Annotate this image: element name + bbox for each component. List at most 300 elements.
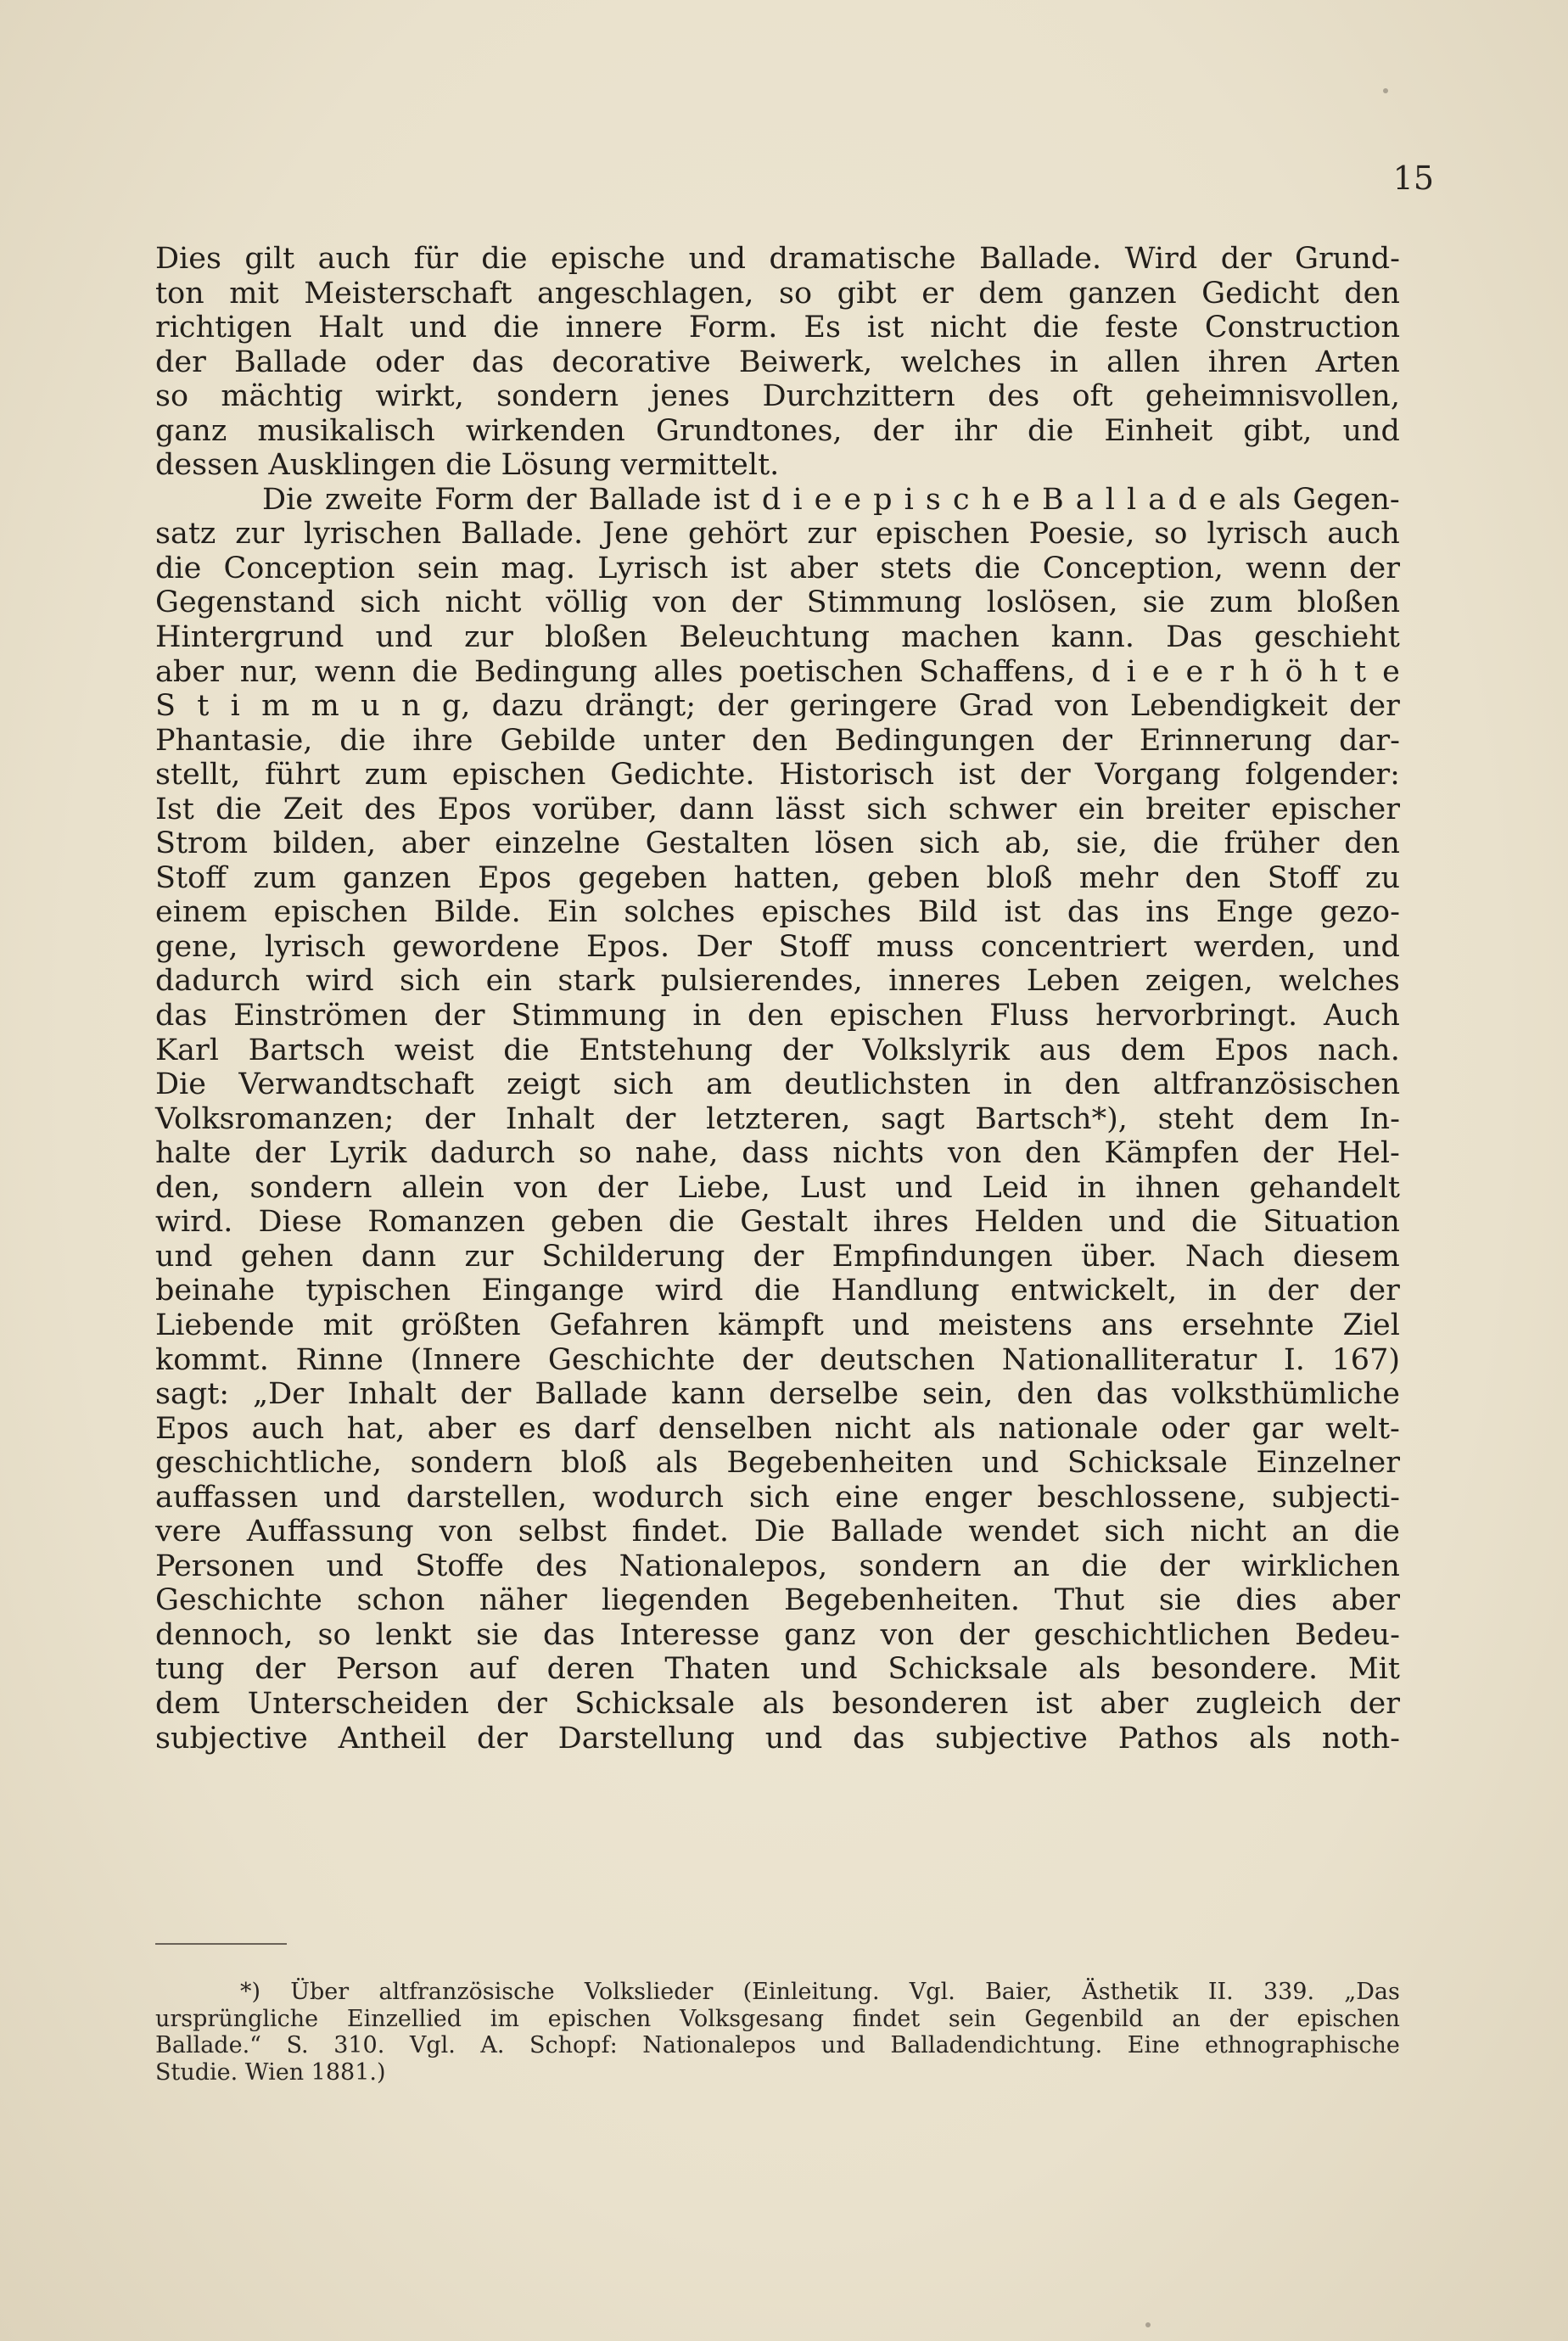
word: l <box>1127 482 1137 517</box>
word: ganzen <box>343 860 451 895</box>
word: Eingange <box>481 1274 624 1308</box>
word: Pathos <box>1117 1721 1219 1756</box>
word: von <box>947 1136 1002 1171</box>
word: Beleuchtung <box>679 620 870 655</box>
word: Leid <box>982 1170 1048 1205</box>
word: geschichtlichen <box>1033 1617 1271 1652</box>
word: führt <box>265 758 340 792</box>
word: die <box>339 723 386 758</box>
word: Bedeu- <box>1294 1617 1400 1652</box>
word: aber <box>1100 1686 1168 1721</box>
word: dar- <box>1339 723 1400 758</box>
word: dem <box>1263 1101 1329 1136</box>
word: so <box>779 276 813 311</box>
text-line <box>155 345 1400 380</box>
word: S. <box>286 2032 309 2058</box>
word: Auffassung <box>246 1515 414 1549</box>
word: wenn <box>1246 551 1327 585</box>
word: nahe, <box>635 1136 719 1171</box>
word: stark <box>557 964 636 999</box>
word: ist <box>1004 895 1041 930</box>
word: concentriert <box>980 929 1168 964</box>
word: aber <box>1331 1583 1400 1618</box>
word: ganzen <box>1068 276 1177 311</box>
word: und <box>1108 1205 1166 1240</box>
word: entwickelt, <box>1010 1274 1178 1308</box>
word: 167) <box>1331 1342 1400 1377</box>
word: e <box>1012 482 1030 517</box>
word: enger <box>924 1480 1012 1515</box>
word: altfranzösische <box>378 1979 555 2005</box>
word: als <box>655 1446 698 1481</box>
word: Handlung <box>831 1274 980 1308</box>
word: drängt; <box>585 689 697 724</box>
word: die <box>1033 311 1079 345</box>
word: nach. <box>1318 1033 1400 1067</box>
word: ihre <box>412 723 473 758</box>
word: hervorbringt. <box>1095 999 1298 1033</box>
word: lyrisch <box>264 929 366 964</box>
word: die <box>481 242 528 276</box>
word: richtigen <box>155 311 292 345</box>
word: Bilde. <box>434 895 521 930</box>
word: der <box>424 1101 475 1136</box>
word: den <box>1184 860 1241 895</box>
word: und <box>764 1721 823 1756</box>
word: den <box>748 999 804 1033</box>
word: Lyrik <box>328 1136 407 1171</box>
word: Auch <box>1324 999 1400 1033</box>
text-line: dessen Ausklingen die Lösung vermittelt. <box>155 448 780 483</box>
word: welches <box>1279 964 1400 999</box>
text-line <box>155 964 1400 999</box>
word: aber <box>155 654 224 689</box>
word: gehandelt <box>1249 1170 1400 1205</box>
word: und <box>323 1480 381 1515</box>
word: Conception, <box>1042 551 1224 585</box>
word: geheimnisvollen, <box>1145 379 1400 414</box>
word: kann. <box>1050 620 1134 655</box>
word: Grund- <box>1294 242 1400 276</box>
word: an <box>1291 1515 1329 1549</box>
word: stets <box>880 551 953 585</box>
paper-speck <box>1145 2322 1151 2327</box>
word: A. <box>480 2032 505 2058</box>
word: der <box>742 1342 793 1377</box>
word: Poesie, <box>1028 517 1135 552</box>
word: hatten, <box>733 860 841 895</box>
word: Grad <box>958 689 1033 724</box>
word: in <box>1003 1067 1033 1102</box>
word: geben <box>550 1205 643 1240</box>
word: Durchzittern <box>762 379 955 414</box>
word: das <box>1096 1377 1149 1412</box>
word: besonderen <box>832 1686 1009 1721</box>
word: ist <box>866 311 904 345</box>
word: der <box>1158 1549 1210 1583</box>
text-line <box>155 311 1400 345</box>
word: der <box>753 1239 804 1274</box>
word: beinahe <box>155 1274 275 1308</box>
word: g, <box>441 689 471 724</box>
word: Bartsch <box>248 1033 366 1067</box>
word: gilt <box>244 242 295 276</box>
word: der <box>1349 1686 1400 1721</box>
word: und <box>895 1170 953 1205</box>
word: Situation <box>1263 1205 1400 1240</box>
word: sein <box>948 2005 996 2032</box>
word: auf <box>468 1652 517 1687</box>
word: der <box>496 1686 547 1721</box>
word: 339. <box>1263 1979 1315 2005</box>
word: muss <box>876 929 955 964</box>
word: es <box>518 1411 552 1446</box>
word: auch <box>317 242 391 276</box>
word: zum <box>364 758 428 792</box>
word: (Einleitung. <box>742 1979 880 2005</box>
word: Gefahren <box>549 1308 690 1342</box>
word: Conception <box>223 551 395 585</box>
word: i <box>230 689 240 724</box>
word: e <box>1208 482 1227 517</box>
word: B <box>1042 482 1064 517</box>
word: sich <box>748 1480 810 1515</box>
word: des <box>364 792 417 826</box>
word: e <box>814 482 832 517</box>
word: Vgl. <box>409 2032 456 2058</box>
word: den <box>1344 276 1400 311</box>
word: meistens <box>938 1308 1073 1342</box>
word: pulsierendes, <box>660 964 863 999</box>
word: sie, <box>1076 826 1128 861</box>
word: sein, <box>921 1377 994 1412</box>
text-line <box>155 483 1400 518</box>
word: p <box>873 482 893 517</box>
word: ihr <box>954 413 997 448</box>
word: geschieht <box>1254 620 1400 655</box>
word: Vorgang <box>1095 758 1221 792</box>
text-line <box>155 552 1400 586</box>
text-line <box>155 1618 1400 1653</box>
word: der <box>1349 1274 1400 1308</box>
text-line <box>155 999 1400 1033</box>
word: von <box>1055 689 1109 724</box>
word: vorüber, <box>532 792 658 826</box>
word: der <box>731 585 782 620</box>
word: Die <box>262 482 313 517</box>
footnote-divider <box>155 1943 287 1945</box>
word: m <box>261 689 290 724</box>
word: Ballade. <box>461 517 584 552</box>
word: Die <box>155 1067 206 1102</box>
word: bloß <box>986 860 1053 895</box>
word: letzteren, <box>706 1101 851 1136</box>
word: Diese <box>258 1205 343 1240</box>
text-line <box>155 1171 1400 1206</box>
word: sich <box>919 826 980 861</box>
word: e <box>843 482 862 517</box>
word: angeschlagen, <box>537 276 754 311</box>
word: Gebilde <box>500 723 616 758</box>
word: der <box>1220 242 1272 276</box>
word: und <box>820 2032 865 2058</box>
word: ursprüngliche <box>155 2005 319 2032</box>
word: zur <box>807 517 857 552</box>
word: von <box>880 1617 934 1652</box>
word: zur <box>464 1239 514 1274</box>
word: ethnographische <box>1205 2032 1400 2058</box>
word: Dies <box>155 242 221 276</box>
word: Baier, <box>984 1979 1053 2005</box>
word: t <box>1354 654 1367 689</box>
word: m <box>311 689 339 724</box>
word: zum <box>253 860 316 895</box>
word: er <box>921 276 954 311</box>
word: der <box>1061 723 1112 758</box>
word: größten <box>400 1308 521 1342</box>
word: und <box>981 1446 1039 1481</box>
word: alles <box>653 654 724 689</box>
word: Wird <box>1124 242 1198 276</box>
word: Unterscheiden <box>247 1686 469 1721</box>
text-line <box>155 792 1400 827</box>
word: das <box>853 1721 905 1756</box>
word: beschlossene, <box>1037 1480 1246 1515</box>
word: u <box>361 689 380 724</box>
word: und <box>409 311 468 345</box>
word: diesem <box>1292 1239 1400 1274</box>
word: Stoff <box>1267 860 1339 895</box>
text-line <box>155 620 1400 655</box>
word: findet. <box>631 1515 729 1549</box>
word: ton <box>155 276 204 311</box>
word: der <box>1229 2005 1268 2032</box>
word: n <box>401 689 421 724</box>
word: Ballade <box>234 344 347 379</box>
word: der <box>781 1033 833 1067</box>
word: Nationalepos <box>642 2032 797 2058</box>
word: Ziel <box>1342 1308 1400 1342</box>
word: Schicksale <box>888 1652 1049 1687</box>
word: als <box>1078 1652 1122 1687</box>
word: Arten <box>1315 344 1400 379</box>
word: ihren <box>1207 344 1288 379</box>
word: Es <box>804 311 841 345</box>
word: dennoch, <box>155 1617 294 1652</box>
text-line <box>155 895 1400 930</box>
word: die <box>155 551 202 585</box>
word: Epos <box>1214 1033 1289 1067</box>
word: Einströmen <box>233 999 408 1033</box>
word: und <box>375 620 434 655</box>
word: Lebendigkeit <box>1129 689 1328 724</box>
word: subjecti- <box>1271 1480 1400 1515</box>
word: satz <box>155 517 216 552</box>
word: Lyrisch <box>597 551 708 585</box>
word: des <box>535 1549 588 1583</box>
word: sich <box>613 1067 674 1102</box>
word: ihres <box>873 1205 949 1240</box>
word: Ballade <box>830 1515 944 1549</box>
word: epische <box>551 242 666 276</box>
word: Construction <box>1204 311 1400 345</box>
word: Halt <box>318 311 384 345</box>
word: der <box>525 482 577 517</box>
word: Ästhetik <box>1082 1979 1179 2005</box>
word: gehen <box>240 1239 333 1274</box>
word: i <box>1126 654 1136 689</box>
word: sie <box>1142 585 1185 620</box>
word: Interesse <box>619 1617 760 1652</box>
word: Zeit <box>283 792 343 826</box>
word: nicht <box>1190 1515 1267 1549</box>
word: gegeben <box>578 860 708 895</box>
word: welches <box>900 344 1022 379</box>
word: und <box>852 1308 910 1342</box>
word: in <box>1077 1170 1106 1205</box>
text-line <box>155 1377 1400 1412</box>
word: den <box>1064 1067 1121 1102</box>
word: der <box>476 1721 528 1756</box>
word: Gestalten <box>645 826 790 861</box>
word: Thut <box>1054 1583 1125 1618</box>
word: noth- <box>1321 1721 1400 1756</box>
word: c <box>952 482 970 517</box>
word: musikalisch <box>257 413 435 448</box>
word: Volkslyrik <box>862 1033 1010 1067</box>
word: findet <box>852 2005 921 2032</box>
word: die <box>753 1274 801 1308</box>
word: wendet <box>968 1515 1079 1549</box>
word: Empfindungen <box>832 1239 1053 1274</box>
word: nationale <box>998 1411 1139 1446</box>
word: Lust <box>799 1170 866 1205</box>
word: deren <box>546 1652 635 1687</box>
word: Volksgesang <box>679 2005 824 2032</box>
word: in <box>1207 1274 1237 1308</box>
word: dem <box>978 276 1044 311</box>
word: der <box>596 1170 648 1205</box>
word: Schopf: <box>529 2032 618 2058</box>
word: subjective <box>155 1721 308 1756</box>
word: Stoff <box>778 929 850 964</box>
word: nicht <box>930 311 1007 345</box>
word: decorative <box>552 344 711 379</box>
word: gibt <box>837 276 897 311</box>
word: e <box>1151 654 1170 689</box>
word: sondern <box>859 1549 982 1583</box>
word: bloßen <box>1296 585 1400 620</box>
word: wirklichen <box>1241 1549 1400 1583</box>
word: Bedingung <box>473 654 638 689</box>
word: Einzelner <box>1256 1446 1400 1481</box>
word: ersehnte <box>1181 1308 1314 1342</box>
text-line <box>155 1102 1400 1137</box>
word: an <box>1172 2005 1201 2032</box>
word: Inhalt <box>505 1101 595 1136</box>
word: dadurch <box>155 964 281 999</box>
word: kann <box>671 1377 746 1412</box>
word: auch <box>251 1411 325 1446</box>
word: sich <box>1104 1515 1165 1549</box>
word: dies <box>1235 1583 1297 1618</box>
word: als <box>1249 1721 1292 1756</box>
word: ein <box>485 964 533 999</box>
word: gehört <box>687 517 788 552</box>
word: Phantasie, <box>155 723 313 758</box>
word: ist <box>713 482 750 517</box>
text-line <box>155 1446 1400 1481</box>
word: derselbe <box>769 1377 899 1412</box>
text-line <box>155 1136 1400 1171</box>
word: Epos <box>477 860 552 895</box>
word: Begebenheiten <box>726 1446 954 1481</box>
word: die <box>1191 1205 1238 1240</box>
paper-speck <box>1383 88 1388 93</box>
word: steht <box>1157 1101 1234 1136</box>
word: solches <box>624 895 736 930</box>
word: der <box>255 1136 305 1171</box>
word: epischen <box>1296 2005 1400 2032</box>
word: der <box>958 1617 1010 1652</box>
word: a <box>1148 482 1167 517</box>
word: ab, <box>1005 826 1051 861</box>
word: Darstellung <box>557 1721 735 1756</box>
word: weist <box>394 1033 474 1067</box>
word: ins <box>1145 895 1190 930</box>
text-line <box>155 1240 1400 1274</box>
footnote-line <box>155 1979 1400 2006</box>
word: Schaffens, <box>919 654 1076 689</box>
word: s <box>925 482 941 517</box>
word: deutschen <box>819 1342 976 1377</box>
word: sagt: <box>155 1377 230 1412</box>
word: gar <box>1252 1411 1303 1446</box>
word: In- <box>1358 1101 1400 1136</box>
word: die <box>1152 826 1199 861</box>
text-line <box>155 930 1400 965</box>
word: sie <box>476 1617 519 1652</box>
word: e <box>1185 654 1204 689</box>
word: Karl <box>155 1033 219 1067</box>
word: sich <box>400 964 461 999</box>
text-line <box>155 1481 1400 1515</box>
word: oder <box>1161 1411 1230 1446</box>
word: Begebenheiten. <box>783 1583 1021 1618</box>
word: dazu <box>491 689 563 724</box>
word: lyrischen <box>303 517 442 552</box>
word: zu <box>1365 860 1400 895</box>
word: Gegenbild <box>1024 2005 1144 2032</box>
word: und <box>688 242 747 276</box>
word: Liebende <box>155 1308 294 1342</box>
word: dass <box>742 1136 809 1171</box>
word: epischen <box>547 2005 652 2032</box>
word: ans <box>1100 1308 1154 1342</box>
word: einzelne <box>494 826 621 861</box>
word: Kämpfen <box>1104 1136 1240 1171</box>
word: halte <box>155 1136 232 1171</box>
word: subjective <box>935 1721 1088 1756</box>
word: mit <box>322 1308 373 1342</box>
word: Ein <box>546 895 598 930</box>
word: Gedichte. <box>610 758 755 792</box>
word: wenn <box>314 654 396 689</box>
word: geringere <box>789 689 938 724</box>
word: den <box>752 723 808 758</box>
word: lässt <box>775 792 845 826</box>
word: ein <box>1078 792 1125 826</box>
